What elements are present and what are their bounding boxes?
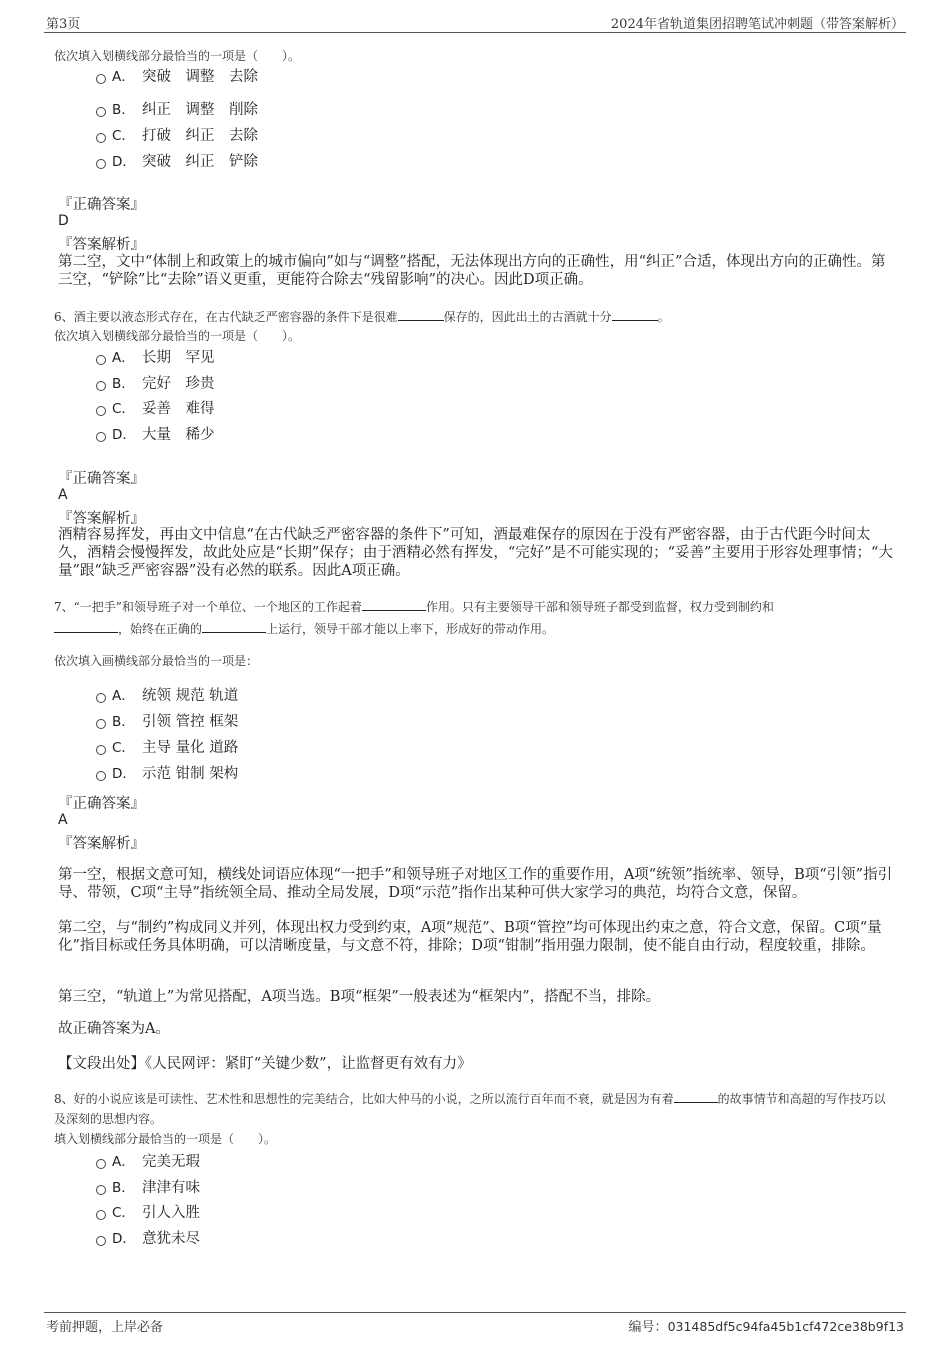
blank xyxy=(674,1088,718,1103)
q7-prompt: 依次填入画横线部分最恰当的一项是： xyxy=(54,654,259,668)
q7-analysis-paragraph-3: 第三空，“轨道上”为常见搭配，A项当选。B项“框架”一般表述为“框架内”，搭配不当，排除。 xyxy=(58,989,661,1005)
radio-icon[interactable] xyxy=(96,719,106,729)
q6-stem: 6、酒主要以液态形式存在，在古代缺乏严密容器的条件下是很难 保存的，因此出土的古酒就十分 。 xyxy=(54,306,670,325)
q8-stem: 8、好的小说应该是可读性、艺术性和思想性的完美结合，比如大仲马的小说，之所以流行百年而不衰，就是因为有着 的故事情节和高超的写作技巧以及深刻的思想内容。 xyxy=(54,1088,894,1129)
q6-analysis-label: 『答案解析』 xyxy=(58,511,145,527)
q5-analysis-label: 『答案解析』 xyxy=(58,237,145,253)
radio-icon[interactable] xyxy=(96,74,106,84)
q8-option-d[interactable]: D． 意犹未尽 xyxy=(96,1229,200,1249)
radio-icon[interactable] xyxy=(96,381,106,391)
q7-source: 【文段出处】《人民网评：紧盯“关键少数”，让监督更有效有力》 xyxy=(58,1056,472,1072)
q8-prompt: 填入划横线部分最恰当的一项是（ ）。 xyxy=(54,1132,277,1146)
radio-icon[interactable] xyxy=(96,107,106,117)
q7-answer: A xyxy=(58,812,68,828)
q5-option-d[interactable]: D． 突破 纠正 铲除 xyxy=(96,152,258,172)
blank xyxy=(54,618,118,633)
blank xyxy=(612,306,658,321)
radio-icon[interactable] xyxy=(96,432,106,442)
q7-answer-label: 『正确答案』 xyxy=(58,796,145,812)
q6-answer-label: 『正确答案』 xyxy=(58,471,145,487)
q6-option-c[interactable]: C． 妥善 难得 xyxy=(96,399,215,419)
document-title: 2024年省轨道集团招聘笔试冲刺题（带答案解析） xyxy=(610,17,904,32)
q5-option-b[interactable]: B． 纠正 调整 削除 xyxy=(96,100,258,120)
document-id: 编号：031485df5c94fa45b1cf472ce38b9f13 xyxy=(628,1319,904,1335)
q5-answer-label: 『正确答案』 xyxy=(58,197,145,213)
blank xyxy=(202,618,266,633)
q6-option-d[interactable]: D． 大量 稀少 xyxy=(96,425,215,445)
radio-icon[interactable] xyxy=(96,693,106,703)
q5-answer: D xyxy=(58,213,69,229)
radio-icon[interactable] xyxy=(96,745,106,755)
blank xyxy=(362,596,426,611)
page-footer xyxy=(44,1312,906,1343)
q7-option-c[interactable]: C． 主导 量化 道路 xyxy=(96,738,238,758)
q7-stem: 7、“一把手”和领导班子对一个单位、一个地区的工作起着 作用。只有主要领导干部和领导班子都受到监督，权力受到制约和 ，始终在正确的 上运行，领导干部才能以上率下，形成好的带动作用。 xyxy=(54,596,894,640)
page-header xyxy=(44,10,906,33)
q7-option-a[interactable]: A． 统领 规范 轨道 xyxy=(96,686,238,706)
radio-icon[interactable] xyxy=(96,406,106,416)
q7-analysis-paragraph-2: 第二空，与“制约”构成同义并列，体现出权力受到约束，A项“规范”、B项“管控”均可体现出约束之意，符合文意，保留。C项“量化”指目标或任务具体明确，可以清晰度量，与文意不符，排除；D项“钳制”指用强力限制，使不能自由行动，程度较重，排除。 xyxy=(58,920,882,954)
radio-icon[interactable] xyxy=(96,1185,106,1195)
radio-icon[interactable] xyxy=(96,1236,106,1246)
q6-analysis: 酒精容易挥发，再由文中信息“在古代缺乏严密容器的条件下”可知，酒最难保存的原因在于没有严密容器，由于古代距今时间太久，酒精会慢慢挥发，故此处应是“长期”保存；由于酒精必然有挥发，“完好”是不可能实现的；“妥善”主要用于形容处理事情；“大量”跟“缺乏严密容器”没有必然的联系。因此A项正确。 xyxy=(58,527,893,579)
q8-option-c[interactable]: C． 引人入胜 xyxy=(96,1203,200,1223)
q7-option-d[interactable]: D． 示范 钳制 架构 xyxy=(96,764,238,784)
q5-option-c[interactable]: C． 打破 纠正 去除 xyxy=(96,126,258,146)
radio-icon[interactable] xyxy=(96,1210,106,1220)
q7-analysis-paragraph-1: 第一空，根据文意可知，横线处词语应体现“一把手”和领导班子对地区工作的重要作用，A项“统领”指统率、领导，B项“引领”指引导、带领，C项“主导”指统领全局、推动全局发展，D项“示范”指作出某种可供大家学习的典范，均符合文意，保留。 xyxy=(58,867,893,901)
q6-answer: A xyxy=(58,487,68,503)
q7-analysis-paragraph-4: 故正确答案为A。 xyxy=(58,1021,170,1037)
q6-option-a[interactable]: A． 长期 罕见 xyxy=(96,348,215,368)
q5-option-a[interactable]: A． 突破 调整 去除 xyxy=(96,67,258,87)
q8-option-a[interactable]: A． 完美无瑕 xyxy=(96,1152,200,1172)
q6-prompt: 依次填入划横线部分最恰当的一项是（ ）。 xyxy=(54,329,301,343)
radio-icon[interactable] xyxy=(96,355,106,365)
blank xyxy=(398,306,444,321)
footer-slogan: 考前押题，上岸必备 xyxy=(46,1320,164,1335)
radio-icon[interactable] xyxy=(96,159,106,169)
q8-option-b[interactable]: B． 津津有味 xyxy=(96,1178,200,1198)
q5-analysis: 第二空，文中“体制上和政策上的城市偏向”如与“调整”搭配，无法体现出方向的正确性，用“纠正”合适，体现出方向的正确性。第三空，“铲除”比“去除”语义更重，更能符合除去“残留影响”的决心。因此D项正确。 xyxy=(58,254,886,288)
q6-option-b[interactable]: B． 完好 珍贵 xyxy=(96,374,215,394)
page-number: 第3页 xyxy=(46,17,81,32)
radio-icon[interactable] xyxy=(96,1159,106,1169)
q7-analysis-label: 『答案解析』 xyxy=(58,836,145,852)
radio-icon[interactable] xyxy=(96,771,106,781)
radio-icon[interactable] xyxy=(96,133,106,143)
q7-option-b[interactable]: B． 引领 管控 框架 xyxy=(96,712,238,732)
q5-prompt: 依次填入划横线部分最恰当的一项是（ ）。 xyxy=(54,49,301,63)
